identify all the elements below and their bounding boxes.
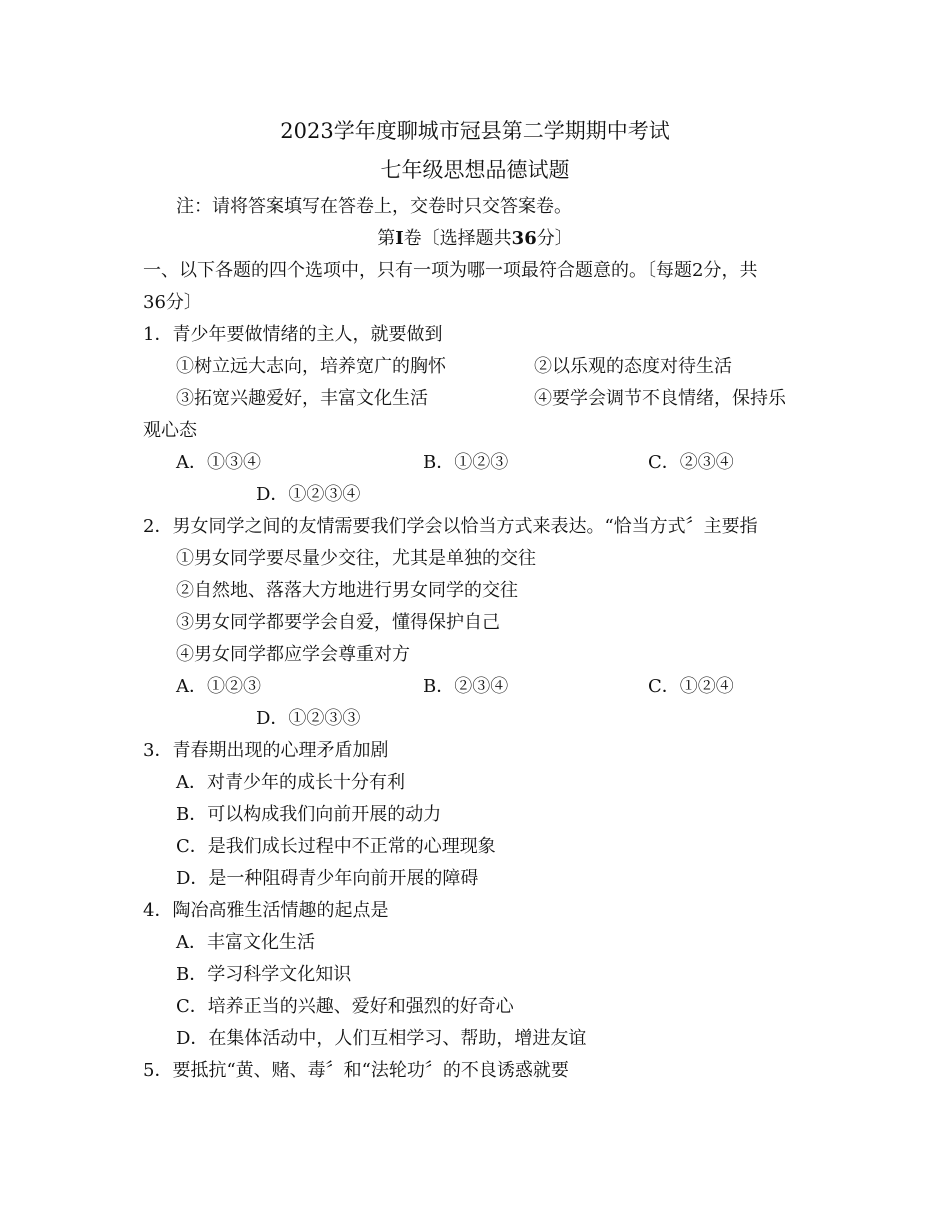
question-2-item-1: ①男女同学要尽量少交往，尤其是单独的交往 (176, 548, 536, 569)
section-instruction: 一、以下各题的四个选项中，只有一项为哪一项最符合题意的。〔每题2分，共 (143, 260, 758, 281)
question-2-option-a: A．①②③ (176, 676, 261, 697)
question-1-stem: 1．青少年要做情绪的主人，就要做到 (143, 324, 443, 345)
question-3-option-b: B．可以构成我们向前开展的动力 (176, 804, 442, 825)
question-2-stem: 2．男女同学之间的友情需要我们学会以恰当方式来表达。“恰当方式〞主要指 (143, 516, 758, 537)
question-5-stem: 5．要抵抗“黄、赌、毒〞和“法轮功〞的不良诱惑就要 (143, 1060, 569, 1081)
question-4-option-b: B．学习科学文化知识 (176, 964, 352, 985)
question-2-item-2: ②自然地、落落大方地进行男女同学的交往 (176, 580, 518, 601)
question-2-option-d: D．①②③③ (256, 708, 361, 729)
question-3-option-a: A．对青少年的成长十分有利 (176, 772, 405, 793)
question-4-option-c: C．培养正当的兴趣、爱好和强烈的好奇心 (176, 996, 514, 1017)
question-1-option-c: C．②③④ (648, 452, 734, 473)
section-heading: 第I卷〔选择题共36分〕 (377, 228, 573, 249)
exam-title: 2023学年度聊城市冠县第二学期期中考试 (280, 119, 670, 143)
question-1-item-3: ③拓宽兴趣爱好，丰富文化生活 (176, 388, 428, 409)
question-1-option-b: B．①②③ (423, 452, 509, 473)
question-2-item-3: ③男女同学都要学会自爱，懂得保护自己 (176, 612, 500, 633)
question-1-item-4-cont: 观心态 (143, 420, 197, 441)
section-instruction-cont: 36分〕 (143, 292, 202, 313)
question-1-item-2: ②以乐观的态度对待生活 (534, 356, 732, 377)
question-1-option-d: D．①②③④ (256, 484, 361, 505)
question-3-option-d: D．是一种阻碍青少年向前开展的障碍 (176, 868, 479, 889)
question-3-option-c: C．是我们成长过程中不正常的心理现象 (176, 836, 496, 857)
question-3-stem: 3．青春期出现的心理矛盾加剧 (143, 740, 389, 761)
question-1-item-1: ①树立远大志向，培养宽广的胸怀 (176, 356, 446, 377)
question-4-option-a: A．丰富文化生活 (176, 932, 315, 953)
question-4-stem: 4．陶冶高雅生活情趣的起点是 (143, 900, 389, 921)
question-2-item-4: ④男女同学都应学会尊重对方 (176, 644, 410, 665)
question-2-option-b: B．②③④ (423, 676, 509, 697)
question-4-option-d: D．在集体活动中，人们互相学习、帮助，增进友谊 (176, 1028, 587, 1049)
question-2-option-c: C．①②④ (648, 676, 734, 697)
exam-note: 注：请将答案填写在答卷上，交卷时只交答案卷。 (176, 196, 572, 217)
question-1-item-4: ④要学会调节不良情绪，保持乐 (534, 388, 786, 409)
exam-subtitle: 七年级思想品德试题 (380, 158, 570, 182)
question-1-option-a: A．①③④ (176, 452, 261, 473)
